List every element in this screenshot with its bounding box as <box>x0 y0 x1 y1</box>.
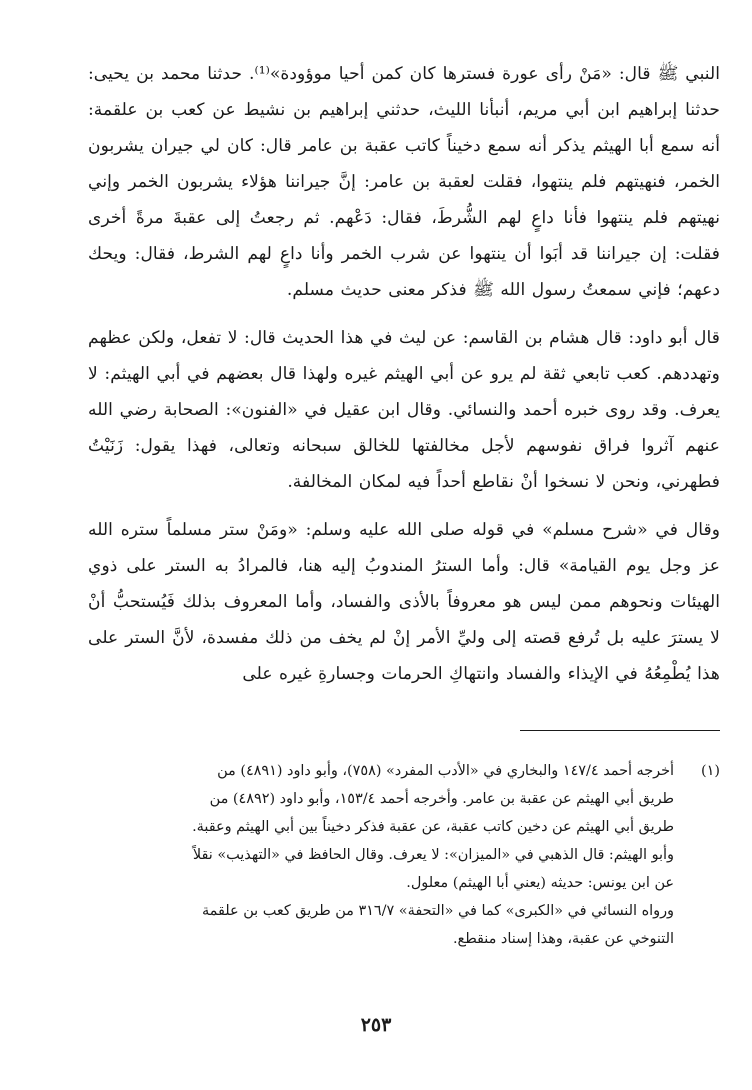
main-paragraph: النبي ﷺ قال: «مَنْ رأى عورة فسترها كان كمن أحيا موؤودة»⁽¹⁾. حدثنا محمد بن يحيى: حدثنا إبراهيم ابن أبي مريم، أنبأنا الليث، حدثني إبراهيم بن نشيط عن كعب بن علقمة: أنه سمع أبا الهيثم يذكر أنه سمع دخيناً كاتب عقبة بن عامر قال: كان لي جيران يشربون الخمر، فنهيتهم فلم ينتهوا، فقلت لعقبة بن عامر: إنَّ جيراننا هؤلاء يشربون الخمر وإني نهيتهم فلم ينتهوا فأنا داعٍ لهم الشُّرطَ، فقال: دَعْهم. ثم رجعتُ إلى عقبةَ مرةً أخرى فقلت: إن جيراننا قد أبَوا أن ينتهوا عن شرب الخمر وأنا داعٍ لهم الشرط، فقال: ويحك دعهم؛ فإني سمعتُ رسول الله ﷺ فذكر معنى حديث مسلم. <box>88 64 721 300</box>
footnote-line: ورواه النسائي في «الكبرى» كما في «التحفة» ٣١٦/٧ من طريق كعب بن علقمة <box>201 903 674 919</box>
footnote-entry <box>88 757 720 953</box>
footnote-body <box>88 757 674 953</box>
footnote-line: عن ابن يونس: حديثه (يعني أبا الهيثم) معلول. <box>406 875 674 891</box>
footnote-line: أخرجه أحمد ١٤٧/٤ والبخاري في «الأدب المفرد» (٧٥٨)، وأبو داود (٤٨٩١) من <box>217 763 674 779</box>
footnotes <box>88 757 720 953</box>
page-number: ٢٥٣ <box>360 1014 392 1036</box>
main-paragraph: وقال في «شرح مسلم» في قوله صلى الله عليه وسلم: «ومَنْ ستر مسلماً ستره الله عز وجل يوم القيامة» قال: وأما السترُ المندوبُ إليه هنا، فالمرادُ به الستر على ذوي الهيئات ونحوهم ممن ليس هو معروفاً بالأذى والفساد، وأما المعروف بذلك فَيُستحبُّ أنْ لا يسترَ عليه بل تُرفع قصته إلى وليِّ الأمر إنْ لم يخف من ذلك مفسدة، لأنَّ الستر على هذا يُطْمِعُهُ في الإيذاء والفساد وانتهاكِ الحرمات وجسارةِ غيره على <box>88 520 720 684</box>
footnote-line: وأبو الهيثم: قال الذهبي في «الميزان»: لا يعرف. وقال الحافظ في «التهذيب» نقلاً <box>192 847 674 863</box>
footnote-divider <box>520 730 720 731</box>
footnote-line: طريق أبي الهيثم عن عقبة بن عامر. وأخرجه أحمد ١٥٣/٤، وأبو داود (٤٨٩٢) من <box>209 791 674 807</box>
footnote-line: طريق أبي الهيثم عن دخين كاتب عقبة، عن عقبة فذكر دخيناً بين أبي الهيثم وعقبة. <box>192 819 674 835</box>
main-paragraph: قال أبو داود: قال هشام بن القاسم: عن ليث في هذا الحديث قال: لا تفعل، ولكن عظهم وتهددهم. كعب تابعي ثقة لم يرو عن أبي الهيثم غيره ولهذا قال بعضهم في أبي الهيثم: لا يعرف. وقد روى خبره أحمد والنسائي. وقال ابن عقيل في «الفنون»: الصحابة رضي الله عنهم آثروا فراق نفوسهم لأجل مخالفتها للخالق سبحانه وتعالى، فهذا يقول: زَنَيْتُ فطهرني، ونحن لا نسخوا أنْ نقاطع أحداً فيه لمكان المخالفة. <box>88 328 720 492</box>
page-content <box>88 56 720 953</box>
footnote-marker: (١) <box>701 763 720 779</box>
footnote-line: التنوخي عن عقبة، وهذا إسناد منقطع. <box>452 931 674 947</box>
